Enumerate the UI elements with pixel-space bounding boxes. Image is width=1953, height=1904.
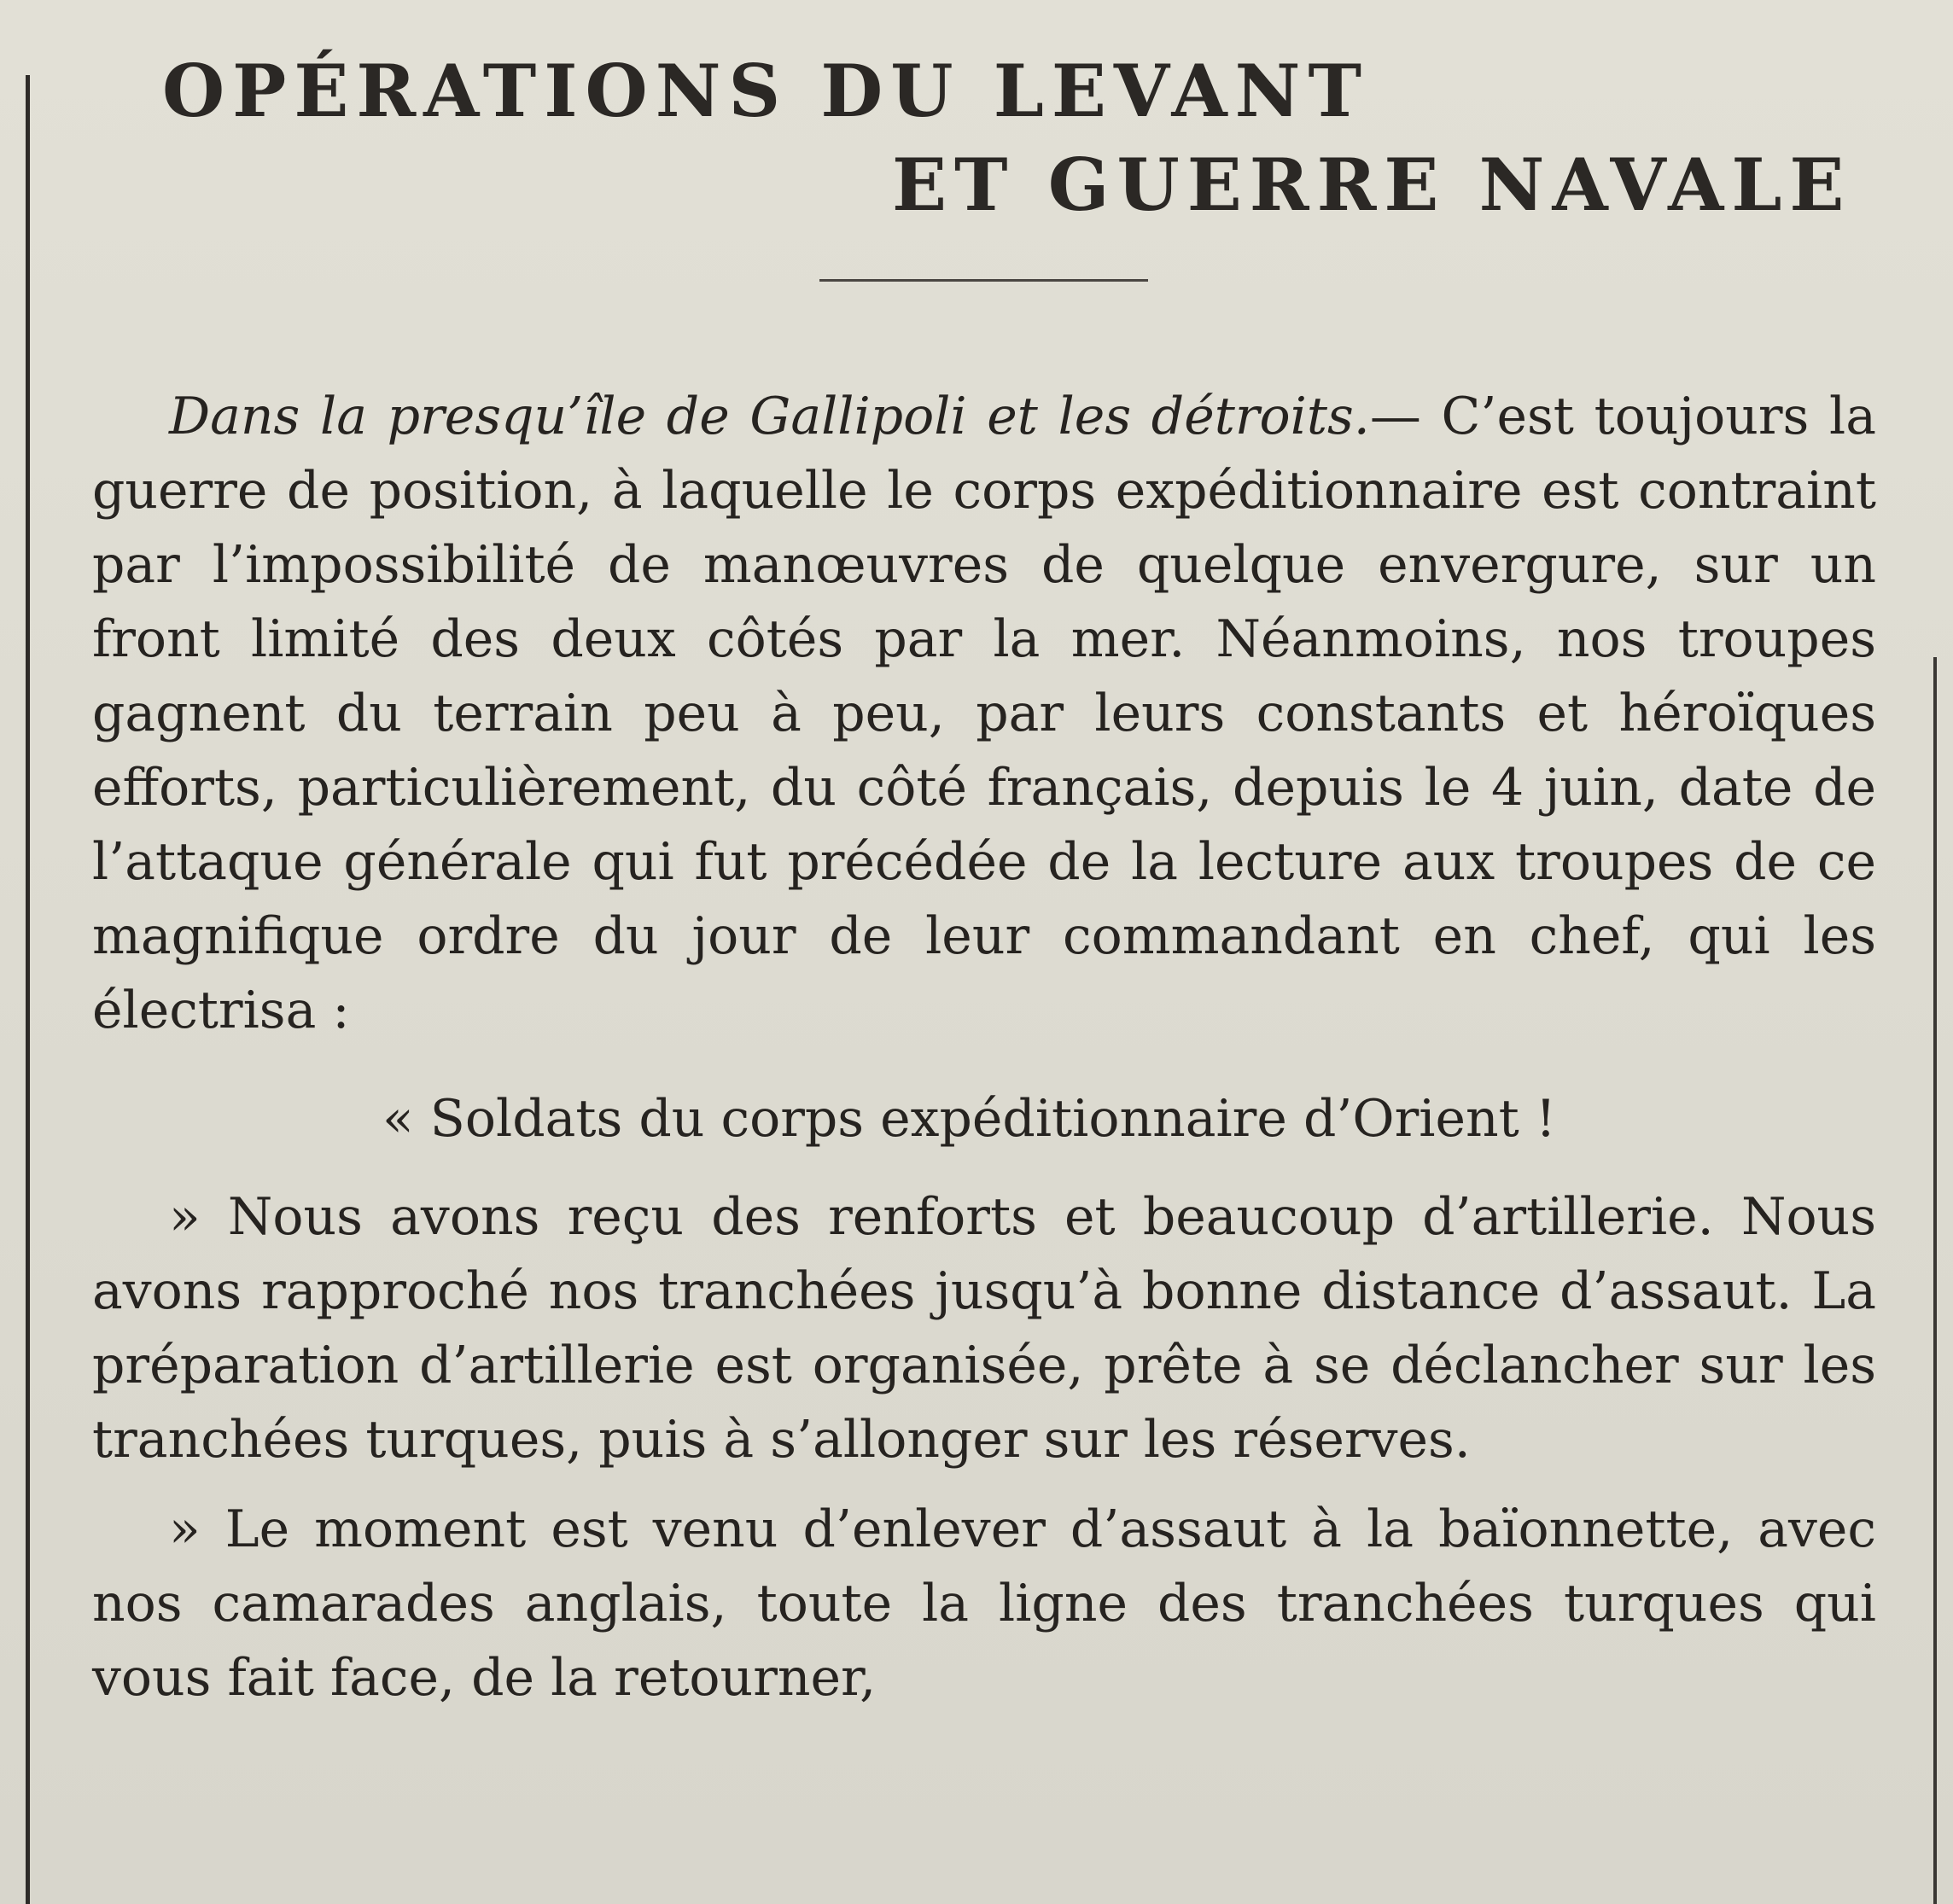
left-column-rule <box>26 75 30 1904</box>
quote-paragraph-1: » Nous avons reçu des renforts et beaucoup d’artillerie. Nous avons rapproché nos tranchées jusqu’à bonne distance d’assaut. La préparation d’artillerie est organisée, prête à se déclancher sur les tranchées turques, puis à s’allonger sur les réserves. <box>92 1187 1876 1470</box>
right-column-rule <box>1933 657 1937 1904</box>
intro-text: — C’est toujours la guerre de position, à laquelle le corps expéditionnaire est contraint par l’impossibilité de manœuvres de quelque envergure, sur un front limité des deux côtés par la mer. Néanmoins, nos troupes gagnent du terrain peu à peu, par leurs constants et héroïques efforts, particulièrement, du côté français, depuis le 4 juin, date de l’attaque générale qui fut précédée de la lecture aux troupes de ce magnifique ordre du jour de leur commandant en chef, qui les électrisa : <box>92 387 1876 1040</box>
article-title <box>162 49 1852 229</box>
title-line-1: OPÉRATIONS DU LEVANT <box>162 49 1369 133</box>
title-separator <box>819 279 1148 282</box>
title-line-2: ET GUERRE NAVALE <box>892 143 1852 227</box>
intro-paragraph <box>92 380 1876 1048</box>
article-body <box>92 380 1876 1731</box>
section-heading: Dans la presqu’île de Gallipoli et les détroits. <box>169 387 1370 446</box>
quote-heading: « Soldats du corps expéditionnaire d’Orient ! <box>382 1089 1556 1149</box>
quote-paragraph-2: » Le moment est venu d’enlever d’assaut à la baïonnette, avec nos camarades anglais, toute la ligne des tranchées turques qui vous fait face, de la retourner, <box>92 1499 1876 1708</box>
